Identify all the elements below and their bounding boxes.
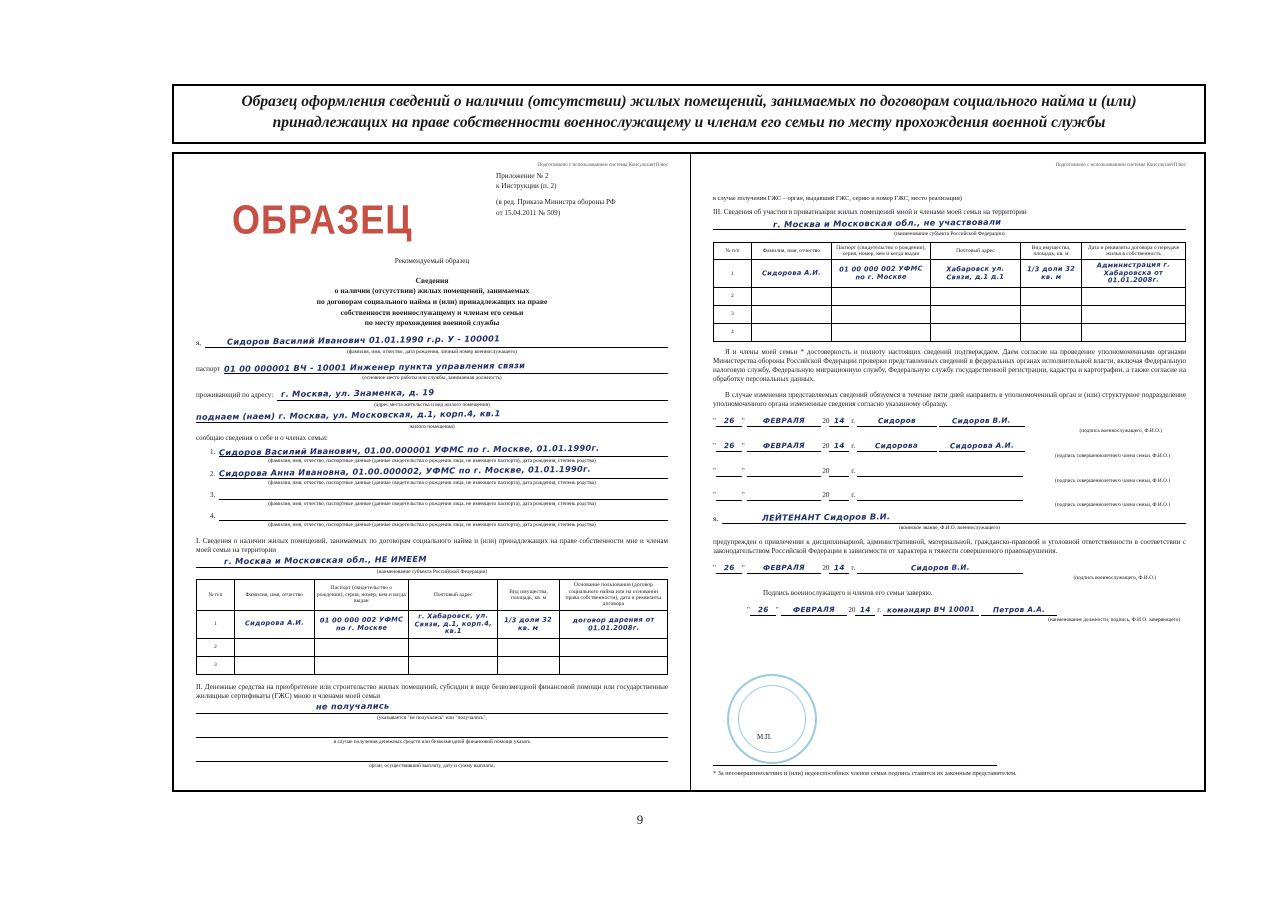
appendix-block: [496, 171, 676, 219]
signature-row-4: " " 20 г.: [713, 491, 1186, 501]
section-3-r1-n: 2: [714, 288, 752, 306]
field-address-value: г. Москва, ул. Знаменка, д. 19: [281, 387, 435, 399]
field-housing-type: [195, 408, 668, 430]
signature-1-g: г.: [851, 416, 856, 425]
warning-signature-row: " 26 " ФЕВРАЛЯ 20 14 г. Сидоров В.И.: [713, 563, 1186, 574]
field-housing-type-value: поднаем (наем) г. Москва, ул. Московская, д.1, корп.4, кв.1: [195, 408, 501, 423]
section-2-rule-1: [196, 727, 668, 738]
warning-paragraph: предупрежден о привлечении к дисциплинарной, административной, материальной, гражданско-правовой и уголовной ответственности в соответствии с законодательством Российской Федерации в зависимости от характера и тяжести совершенного правонарушения.: [713, 537, 1186, 555]
warning-signature-year: 14: [834, 562, 845, 572]
family-member-4-number: 4.: [210, 512, 216, 521]
section-3-col-4: Вид имущества, площадь, кв. м: [1020, 242, 1081, 260]
section-3-r0-address: Хабаровск ул. Связи, д.1 д.1: [946, 264, 1005, 282]
declaration-paragraph-1: Я и члены моей семьи * достоверность и полноту настоящих сведений подтверждаем. Даем согласие на проведение уполномоченными органами Министерства обороны Российской Федерации проверки представленных сведений в федеральных органах исполнительной власти, включая Федеральную налоговую службу, Федеральную миграционную службу, Федеральную службу государственной регистрации, кадастра и картографии, а также согласие на обработку персональных данных.: [713, 348, 1186, 384]
section-3-r1-address: [931, 288, 1021, 306]
certify-caption: (наименование должности, подпись, Ф.И.О. заверяющего): [1048, 617, 1180, 624]
section-1-territory-value: г. Москва и Московская обл., НЕ ИМЕЕМ: [223, 554, 427, 567]
section-1-r1-fio: [234, 638, 314, 656]
certify-row: " 26 " ФЕВРАЛЯ 20 14 г. командир ВЧ 10001 Петров А.А.: [713, 605, 1186, 616]
signature-row-2: " 26 " ФЕВРАЛЯ 20 14 г. Сидорова Сидорова А.И.: [713, 441, 1186, 452]
obrazec-stamp: ОБРАЗЕЦ: [232, 195, 413, 242]
section-1-r2-passport: [314, 656, 408, 674]
document-right-page: [691, 154, 1208, 790]
field-address: [196, 389, 668, 408]
section-3-r1-property: [1020, 288, 1081, 306]
document-heading: [196, 276, 668, 329]
section-1-r2-n: 3: [197, 656, 235, 674]
section-3-r3-fio: [751, 324, 831, 342]
document-heading-line-4: собственности военнослужащему и членам его семьи: [340, 307, 524, 317]
certify-month: ФЕВРАЛЯ: [792, 605, 835, 615]
family-member-3-caption: (фамилия, имя, отчество, паспортные данные (данные свидетельства о рождении лица, не имеющего паспорта), дата рождения, степень родства): [268, 501, 596, 507]
section-3-r2-property: [1020, 306, 1081, 324]
footnote-rule: [713, 765, 997, 766]
signature-4-year-prefix: 20: [822, 490, 830, 499]
consultant-note: [196, 162, 668, 169]
rank-line-value: ЛЕЙТЕНАНТ Сидоров В.И.: [761, 511, 891, 523]
gzhs-caption: в случае получения ГЖС – орган, выдавший ГЖС, серию и номер ГЖС, место реализации): [713, 194, 962, 202]
section-1-col-3: Почтовый адрес: [408, 580, 497, 611]
section-3-territory-caption: (наименование субъекта Российской Федерации): [894, 231, 1005, 238]
signature-2-fio: Сидорова А.И.: [949, 440, 1014, 451]
table-row: [197, 610, 668, 638]
section-1-territory: [196, 556, 668, 568]
section-3-territory: [713, 218, 1186, 230]
section-3-territory-value: г. Москва и Московская обл., не участвовали: [772, 216, 1002, 230]
section-3-col-1: Фамилия, имя, отчество: [751, 242, 831, 260]
section-1-r1-address: [408, 638, 497, 656]
section-1-table-header-row: [197, 580, 668, 611]
section-2-value-line: [196, 702, 668, 714]
certify-year-prefix: 20: [848, 606, 856, 615]
section-3-r0-passport: 01 00 000 002 УФМС по г. Москве: [839, 264, 923, 282]
document-heading-line-3: по договорам социального найма и (или) принадлежащих на праве: [316, 296, 548, 306]
section-3-r0-basis: Администрация г. Хабаровска от 01.01.2008г.: [1096, 261, 1171, 285]
signature-4-g: г.: [851, 490, 856, 499]
family-member-4: [196, 509, 668, 528]
section-1-r0-passport: 01 00 000 002 УФМС по г. Москве: [319, 615, 404, 632]
section-3-r0-fio: Сидорова А.И.: [761, 268, 821, 278]
section-3-table: [713, 242, 1186, 343]
section-3-r2-n: 3: [714, 306, 752, 324]
family-member-3-number: 3.: [210, 490, 216, 499]
table-row: [197, 656, 668, 674]
document-frame: [172, 152, 1206, 792]
section-3-r2-address: [931, 306, 1021, 324]
certify-person: Петров А.А.: [992, 605, 1045, 615]
section-1-r1-basis: [559, 638, 667, 656]
rank-line-label: я,: [713, 515, 719, 524]
field-passport: [196, 359, 668, 382]
appendix-line-2: к Инструкции (п. 2): [496, 181, 557, 190]
appendix-line-1: Приложение № 2: [496, 171, 549, 180]
field-passport-caption: (основное место работы или службы, занимаемая должность): [362, 375, 502, 382]
section-1-col-2: Паспорт (свидетельство о рождении), серия, номер, кем и когда выдан: [314, 580, 408, 611]
document-heading-line-1: Сведения: [415, 275, 449, 285]
signature-1-fio: Сидоров В.И.: [952, 415, 1012, 426]
family-member-1-number: 1.: [210, 448, 216, 457]
family-member-1-caption: (фамилия, имя, отчество, паспортные данные (данные свидетельства о рождении лица, не имеющего паспорта), дата рождения, степень родства): [268, 458, 596, 465]
signature-1-sign: Сидоров: [877, 415, 916, 425]
section-3-col-0: № п/п: [714, 242, 752, 260]
field-address-label: проживающий по адресу:: [196, 391, 274, 400]
family-member-2-number: 2.: [210, 469, 216, 478]
section-2-caption: (указывается "не получались" или "получались",: [377, 714, 487, 721]
certify-text: Подпись военнослужащего и членов его семьи заверяю.: [763, 589, 933, 598]
signature-2-year-prefix: 20: [822, 442, 830, 451]
section-1-territory-caption: (наименование субъекта Российской Федерации): [376, 568, 488, 575]
signature-2-caption: (подпись совершеннолетнего члена семьи, Ф.И.О.): [1055, 453, 1170, 460]
field-servicemember-value: Сидоров Василий Иванович 01.01.1990 г.р. У - 100001: [226, 333, 501, 348]
warning-signature-year-prefix: 20: [822, 563, 830, 572]
section-1-r0-fio: Сидорова А.И.: [244, 619, 304, 628]
signature-1-year: 14: [834, 415, 845, 425]
document-heading-line-2: о наличии (отсутствии) жилых помещений, занимаемых: [334, 286, 530, 296]
section-3-r0-property: 1/3 доли 32 кв. м: [1026, 264, 1075, 281]
field-servicemember-caption: (фамилия, имя, отчество, дата рождения, личный номер военнослужащего): [347, 348, 517, 355]
section-1-r2-property: [498, 656, 559, 674]
section-1-r2-address: [408, 656, 497, 674]
mp-label: М.П.: [757, 733, 772, 742]
page-title: Образец оформления сведений о наличии (отсутствии) жилых помещений, занимаемых по договорам социального найма и (или) принадлежащих на праве собственности военнослужащему и членам его семьи по месту прохождения военной службы: [172, 84, 1206, 144]
table-row: [714, 324, 1186, 342]
section-3-table-header-row: [714, 242, 1186, 260]
table-row: [714, 260, 1186, 288]
section-3-r3-address: [931, 324, 1021, 342]
signature-row-3: " " 20 г.: [713, 467, 1186, 477]
field-address-caption: (адрес места жительства и вид жилого помещения): [374, 401, 490, 408]
section-1-r2-basis: [559, 656, 667, 674]
family-member-4-caption: (фамилия, имя, отчество, паспортные данные (данные свидетельства о рождении лица, не имеющего паспорта), дата рождения, степень родства): [268, 522, 596, 529]
section-3-r3-n: 4: [714, 324, 752, 342]
family-member-2: [196, 463, 668, 486]
warning-signature-month: ФЕВРАЛЯ: [762, 562, 805, 573]
footnote-text: * За несовершеннолетних и (или) недееспособных членов семьи подпись ставится их законным представителем.: [713, 769, 1017, 777]
signature-1-day: 26: [723, 415, 735, 425]
section-2-caption-3: орган, осуществивший выплату, дату и сумму выплаты;: [369, 763, 495, 770]
section-3-r3-basis: [1082, 324, 1186, 342]
field-passport-value: 01 00 000001 ВЧ - 10001 Инженер пункта управления связи: [223, 359, 526, 374]
recommended-sample-label: Рекомендуемый образец: [394, 256, 470, 265]
section-1-r2-fio: [234, 656, 314, 674]
signature-1-year-prefix: 20: [822, 416, 830, 425]
warning-signature-day: 26: [723, 562, 735, 572]
signature-row-1: " 26 " ФЕВРАЛЯ 20 14 г. Сидоров Сидоров В.И.: [713, 416, 1186, 427]
appendix-line-4: от 15.04.2011 № 509): [496, 208, 561, 217]
section-1-table: [196, 579, 668, 674]
warning-signature-g: г.: [851, 563, 856, 572]
signature-1-month: ФЕВРАЛЯ: [762, 415, 805, 425]
certify-day: 26: [757, 605, 769, 615]
section-1-col-5: Основание пользования (договор социального найма или на основании права собственности), дата и реквизиты договора: [559, 580, 667, 611]
family-report-label: сообщаю сведения о себе и о членах семьи:: [196, 434, 328, 443]
signature-2-g: г.: [851, 442, 856, 451]
signature-2-day: 26: [723, 441, 735, 451]
family-member-1: [196, 442, 668, 465]
section-1-col-4: Вид имущества, площадь, кв. м: [498, 580, 559, 611]
section-1-r1-property: [498, 638, 559, 656]
signature-3-year-prefix: 20: [822, 466, 830, 475]
section-2-heading: II. Денежные средства на приобретение или строительство жилых помещений, субсидии в виде безвозмездной финансовой помощи или государственные жилищные сертификаты (ГЖС) мною и членами моей семьи: [196, 682, 668, 700]
official-seal-icon: [727, 674, 817, 764]
declaration-paragraph-2: В случае изменения представляемых сведений обязуемся в течение пяти дней направить в уполномоченный орган и (или) структурное подразделение уполномоченного органа измененные сведения согласно указанному образцу.: [713, 390, 1186, 408]
section-3-r2-passport: [831, 306, 930, 324]
field-passport-label: паспорт: [196, 365, 220, 374]
signature-2-year: 14: [834, 441, 845, 451]
signature-3-g: г.: [851, 466, 856, 475]
rank-line-caption: (воинское звание, Ф.И.О. военнослужащего): [899, 525, 1000, 532]
certify-year: 14: [860, 605, 871, 615]
consultant-note-text: Подготовлено с использованием системы КонсультантПлюс: [537, 162, 668, 168]
warning-signature-caption: (подпись военнослужащего, Ф.И.О.): [1073, 574, 1156, 581]
section-3-col-5: Дата и реквизиты договора о передаче жилья в собственность: [1082, 242, 1186, 260]
section-1-r1-n: 2: [197, 638, 235, 656]
certify-g: г.: [877, 606, 882, 615]
certify-position: командир ВЧ 10001: [886, 604, 975, 615]
signature-3-caption: (подпись совершеннолетнего члена семьи, Ф.И.О.): [1055, 477, 1170, 484]
section-1-r0-basis: договор дарения от 01.01.2008г.: [572, 615, 655, 632]
section-1-r0-n: 1: [197, 610, 235, 638]
section-3-r1-passport: [831, 288, 930, 306]
appendix-line-3: (в ред. Приказа Министра обороны РФ: [496, 198, 616, 207]
section-1-r1-passport: [314, 638, 408, 656]
section-3-r2-basis: [1082, 306, 1186, 324]
consultant-note-right-text: Подготовлено с использованием системы КонсультантПлюс: [1055, 162, 1186, 168]
table-row: [197, 638, 668, 656]
field-servicemember: [196, 333, 668, 355]
page-number: 9: [636, 812, 644, 827]
section-3-r1-fio: [751, 288, 831, 306]
family-member-2-caption: (фамилия, имя, отчество, паспортные данные (данные свидетельства о рождении лица, не имеющего паспорта), дата рождения, степень родства): [268, 479, 596, 486]
field-servicemember-label: я,: [196, 338, 202, 347]
section-3-r2-fio: [751, 306, 831, 324]
table-row: [714, 288, 1186, 306]
family-member-2-value: Сидорова Анна Ивановна, 01.00.000002, УФМС по г. Москве, 01.01.1990г.: [219, 463, 592, 479]
section-2-caption-2: в случае получения денежных средств или безвозмездной финансовой помощи указать: [333, 739, 531, 746]
section-3-r3-passport: [831, 324, 930, 342]
section-1-col-1: Фамилия, имя, отчество: [234, 580, 314, 611]
section-1-r0-property: 1/3 доли 32 кв. м: [504, 615, 553, 632]
signature-2-sign: Сидорова: [875, 440, 919, 451]
section-1-col-0: № п/п: [197, 580, 235, 611]
family-member-3: [196, 488, 668, 507]
warning-signature-fio: Сидоров В.И.: [910, 562, 970, 573]
document-left-page: [174, 154, 691, 790]
section-1-heading: I. Сведения о наличии жилых помещений, занимаемых по договорам социального найма и (или) принадлежащих на праве собственности мне и членам моей семьи на территории: [196, 536, 668, 554]
signature-1-caption: (подпись военнослужащего, Ф.И.О.): [1079, 427, 1162, 434]
section-3-heading: III. Сведения об участии в приватизации жилых помещений мной и членами моей семьи на территории: [713, 208, 1027, 217]
section-2-rule-2: [196, 751, 668, 762]
section-2-value: не получались: [315, 700, 390, 712]
family-member-1-value: Сидоров Василий Иванович, 01.00.000001 УФМС по г. Москве, 01.01.1990г.: [219, 442, 600, 458]
section-3-r3-property: [1020, 324, 1081, 342]
section-3-r0-n: 1: [714, 260, 752, 288]
section-1-r0-address: г. Хабаровск, ул. Связи, д.1, корп.4, кв.1: [414, 611, 492, 636]
table-row: [714, 306, 1186, 324]
section-3-col-3: Почтовый адрес: [931, 242, 1021, 260]
rank-line: [713, 512, 1186, 531]
signature-4-caption: (подпись совершеннолетнего члена семьи, Ф.И.О.): [1055, 502, 1170, 509]
signature-2-month: ФЕВРАЛЯ: [762, 440, 805, 451]
section-3-col-2: Паспорт (свидетельство о рождении), серия, номер, кем и когда выдан: [831, 242, 930, 260]
field-housing-type-caption: жилого помещения): [409, 423, 455, 430]
document-heading-line-5: по месту прохождения военной службы: [364, 318, 500, 328]
consultant-note-right: [713, 162, 1186, 169]
section-3-r1-basis: [1082, 288, 1186, 306]
